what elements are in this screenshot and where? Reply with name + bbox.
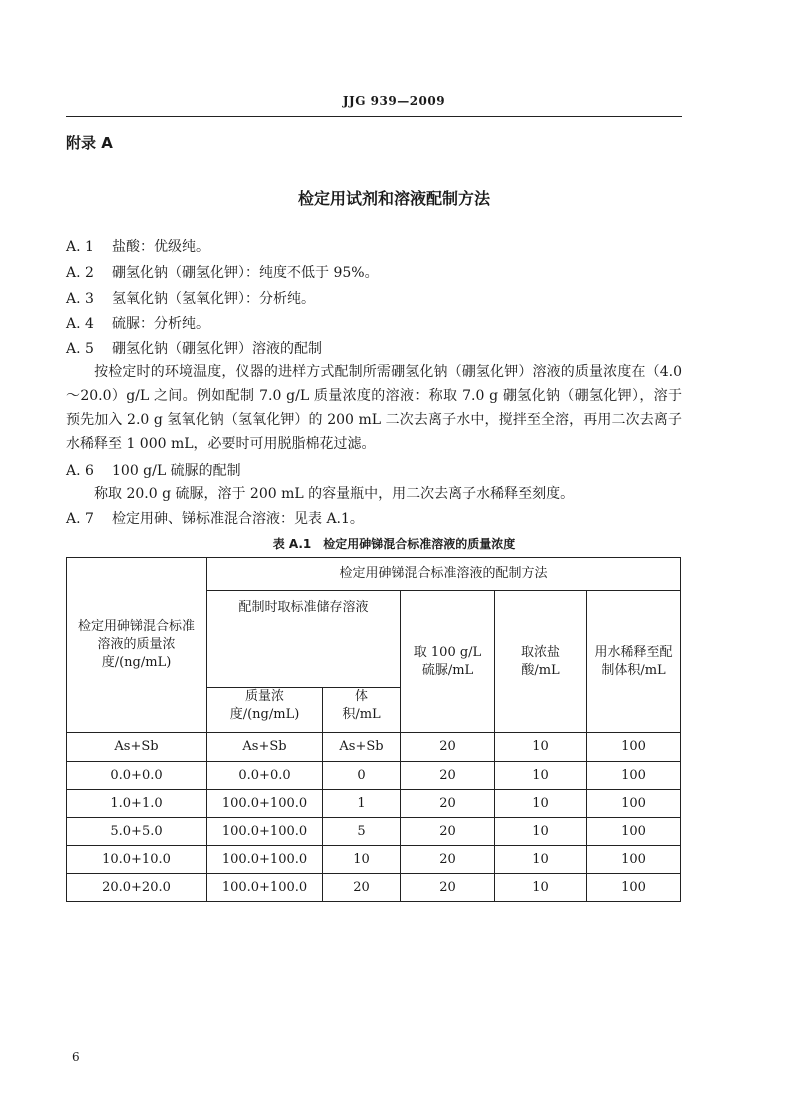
table-cell: 20 xyxy=(401,790,495,818)
list-item xyxy=(66,508,364,528)
item-number: A. 3 xyxy=(66,291,94,307)
table-cell: As+Sb xyxy=(323,733,401,762)
list-item xyxy=(66,460,241,480)
table-cell: 100.0+100.0 xyxy=(207,818,323,846)
col-header-stock-concentration: 质量浓度/(ng/mL) xyxy=(207,688,323,733)
item-text: 硫脲：分析纯。 xyxy=(112,316,210,332)
list-item xyxy=(66,313,210,333)
document-code: JJG 939—2009 xyxy=(342,94,446,108)
table-cell: 100 xyxy=(587,733,681,762)
table-cell: 1.0+1.0 xyxy=(67,790,207,818)
sub-group-header-stock xyxy=(207,591,401,688)
item-text: 硼氢化钠（硼氢化钾）：纯度不低于 95%。 xyxy=(112,265,379,281)
table-cell: 100.0+100.0 xyxy=(207,790,323,818)
table-cell: 10 xyxy=(495,762,587,790)
table-row xyxy=(67,818,681,846)
table-cell: 100 xyxy=(587,874,681,902)
table-cell: 20 xyxy=(401,846,495,874)
table-cell: 20 xyxy=(323,874,401,902)
table-cell: 20 xyxy=(401,874,495,902)
table-row xyxy=(67,790,681,818)
item-text: 盐酸：优级纯。 xyxy=(112,239,210,255)
table-cell: 20 xyxy=(401,762,495,790)
table-cell: 10 xyxy=(495,790,587,818)
table-cell: 20 xyxy=(401,818,495,846)
col-header-hcl: 取浓盐酸/mL xyxy=(495,591,587,733)
list-item xyxy=(66,236,210,256)
table-cell: 100 xyxy=(587,790,681,818)
item-number: A. 1 xyxy=(66,239,94,255)
col-header-target-concentration: 检定用砷锑混合标准溶液的质量浓度/(ng/mL) xyxy=(67,558,207,733)
table-cell: As+Sb xyxy=(67,733,207,762)
table-cell: 5.0+5.0 xyxy=(67,818,207,846)
paragraph-a6-text: 称取 20.0 g 硫脲，溶于 200 mL 的容量瓶中，用二次去离子水稀释至刻度。 xyxy=(94,486,575,502)
item-text: 检定用砷、锑标准混合溶液：见表 A.1。 xyxy=(112,511,364,527)
table-cell: 100 xyxy=(587,818,681,846)
item-number: A. 7 xyxy=(66,511,94,527)
item-text: 100 g/L 硫脲的配制 xyxy=(112,463,241,479)
table-cell: 20.0+20.0 xyxy=(67,874,207,902)
table-cell: 5 xyxy=(323,818,401,846)
table-cell: 10 xyxy=(495,733,587,762)
table-cell: 100.0+100.0 xyxy=(207,846,323,874)
sub-group-header-label: 配制时取标准储存溶液 xyxy=(238,600,369,615)
table-cell: 1 xyxy=(323,790,401,818)
table-cell: 0.0+0.0 xyxy=(207,762,323,790)
table-row xyxy=(67,762,681,790)
group-header-preparation: 检定用砷锑混合标准溶液的配制方法 xyxy=(207,558,681,591)
page-number: 6 xyxy=(72,1050,80,1064)
table-caption: 表 A.1 检定用砷锑混合标准溶液的质量浓度 xyxy=(272,537,516,551)
table-cell: 10 xyxy=(495,846,587,874)
item-number: A. 5 xyxy=(66,341,94,357)
concentration-table xyxy=(66,557,681,902)
header-rule xyxy=(66,116,682,117)
table-cell: 100 xyxy=(587,762,681,790)
table-cell: 0.0+0.0 xyxy=(67,762,207,790)
list-item xyxy=(66,262,379,282)
table-row xyxy=(67,733,681,762)
table-row xyxy=(67,874,681,902)
col-header-dilution: 用水稀释至配制体积/mL xyxy=(587,591,681,733)
paragraph-a6 xyxy=(66,482,682,506)
col-header-thiourea: 取 100 g/L 硫脲/mL xyxy=(401,591,495,733)
list-item xyxy=(66,288,315,308)
table-cell: 10 xyxy=(495,874,587,902)
table-row xyxy=(67,846,681,874)
table-cell: 10 xyxy=(323,846,401,874)
table-cell: 100 xyxy=(587,846,681,874)
table-cell: As+Sb xyxy=(207,733,323,762)
table-cell: 100.0+100.0 xyxy=(207,874,323,902)
item-text: 氢氧化钠（氢氧化钾）：分析纯。 xyxy=(112,291,315,307)
paragraph-a5-text: 按检定时的环境温度，仪器的进样方式配制所需硼氢化钠（硼氢化钾）溶液的质量浓度在（4.0～20.0）g/L 之间。例如配制 7.0 g/L 质量浓度的溶液：称取 7.0 g 硼氢化钠（硼氢化钾），溶于预先加入 2.0 g 氢氧化钠（氢氧化钾）的 200 mL 二次去离子水中，搅拌至全溶，再用二次去离子水稀释至 1 000 mL，必要时可用脱脂棉花过滤。 xyxy=(66,364,682,452)
table-cell: 0 xyxy=(323,762,401,790)
page-title: 检定用试剂和溶液配制方法 xyxy=(297,189,490,208)
table-cell: 10.0+10.0 xyxy=(67,846,207,874)
item-text: 硼氢化钠（硼氢化钾）溶液的配制 xyxy=(112,341,322,357)
table-cell: 10 xyxy=(495,818,587,846)
table-cell: 20 xyxy=(401,733,495,762)
item-number: A. 2 xyxy=(66,265,94,281)
list-item xyxy=(66,338,322,358)
col-header-stock-volume: 体积/mL xyxy=(323,688,401,733)
paragraph-a5 xyxy=(66,360,682,456)
appendix-label: 附录 A xyxy=(66,134,113,152)
item-number: A. 4 xyxy=(66,316,94,332)
item-number: A. 6 xyxy=(66,463,94,479)
